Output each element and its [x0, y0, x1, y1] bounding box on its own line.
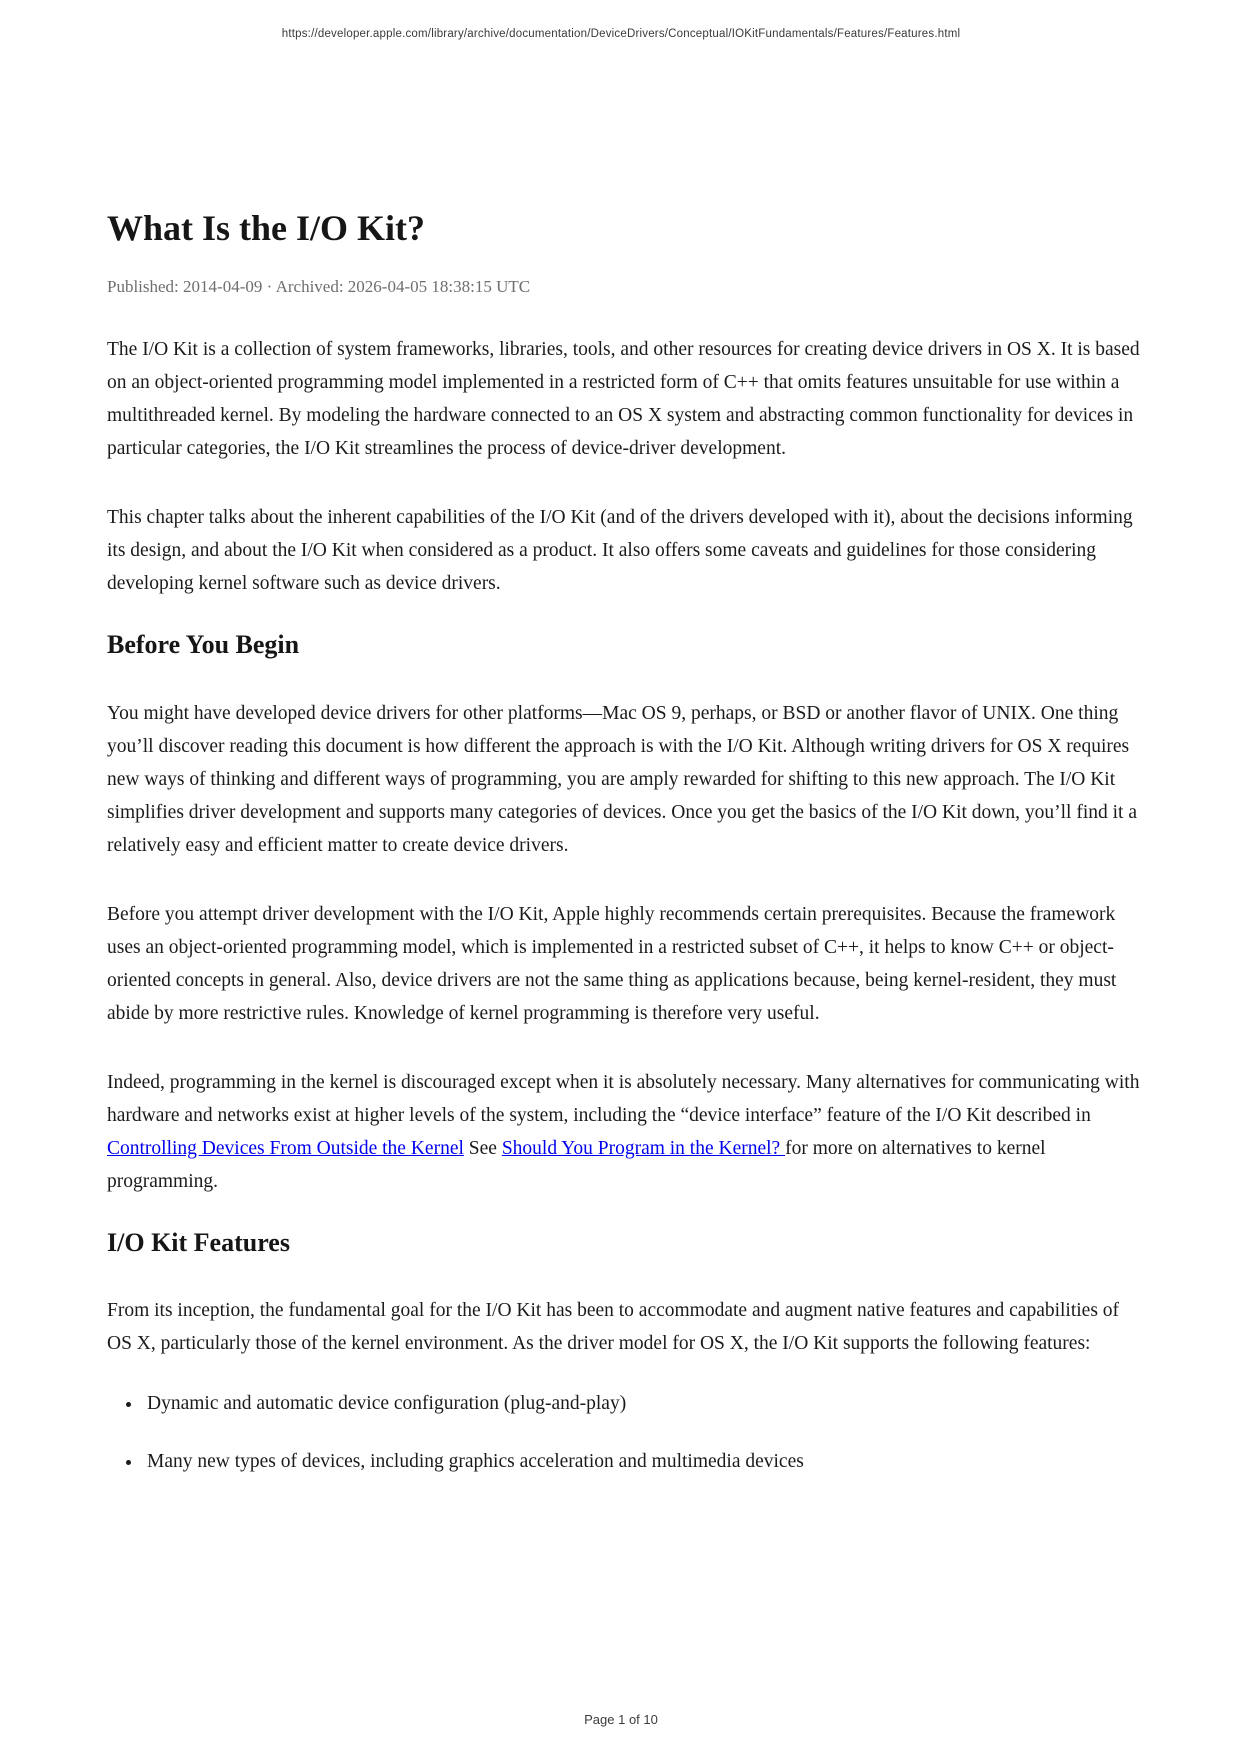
before-you-begin-paragraph-3: [107, 1066, 1142, 1198]
intro-paragraph-2: This chapter talks about the inherent capabilities of the I/O Kit (and of the drivers developed with it), about the decisions informing its design, and about the I/O Kit when considered as a product. It also offers some caveats and guidelines for those considering developing kernel software such as device drivers.: [107, 507, 1133, 595]
print-header-url: https://developer.apple.com/library/archive/documentation/DeviceDrivers/Conceptual/IOKitFundamentals/Features/Features.html: [281, 28, 961, 40]
section-heading-io-kit-features: I/O Kit Features: [107, 1227, 290, 1257]
feature-list-item: • Many new types of devices, including graphics acceleration and multimedia devices: [143, 1445, 1142, 1478]
section-heading-before-you-begin: Before You Begin: [107, 630, 300, 660]
intro-paragraph-1: The I/O Kit is a collection of system frameworks, libraries, tools, and other resources for creating device drivers in OS X. It is based on an object-oriented programming model implemented in a restricted form of C++ that omits features unsuitable for use within a multithreaded kernel. By modeling the hardware connected to an OS X system and abstracting common functionality for devices in particular categories, the I/O Kit streamlines the process of device-driver development.: [107, 339, 1140, 460]
before-you-begin-paragraph-1: You might have developed device drivers for other platforms—Mac OS 9, perhaps, or BSD or another flavor of UNIX. One thing you’ll discover reading this document is how different the approach is with the I/O Kit. Although writing drivers for OS X requires new ways of thinking and different ways of programming, you are amply rewarded for shifting to this new approach. The I/O Kit simplifies driver development and supports many categories of devices. Once you get the basics of the I/O Kit down, you’ll find it a relatively easy and efficient matter to create device drivers.: [107, 702, 1137, 856]
link-controlling-devices-from-outside-the-kernel[interactable]: Controlling Devices From Outside the Kernel: [107, 1137, 464, 1159]
link-should-you-program-in-the-kernel[interactable]: Should You Program in the Kernel?: [501, 1137, 786, 1159]
feature-list: [107, 1387, 1142, 1478]
page-title: What Is the I/O Kit?: [107, 208, 426, 248]
print-footer-page-number: Page 1 of 10: [584, 1712, 658, 1727]
published-archived-meta: Published: 2014-04-09 · Archived: 2026-04-05 18:38:15 UTC: [107, 277, 531, 297]
paragraph-text: Indeed, programming in the kernel is discouraged except when it is absolutely necessary. Many alternatives for communicating with hardware and networks exist at higher levels of the system, including the “device interface” feature of the I/O Kit described in: [107, 1071, 1140, 1126]
before-you-begin-paragraph-2: Before you attempt driver development with the I/O Kit, Apple highly recommends certain prerequisites. Because the framework uses an object-oriented programming model, which is implemented in a restricted subset of C++, it helps to know C++ or object-oriented concepts in general. Also, device drivers are not the same thing as applications because, being kernel-resident, they must abide by more restrictive rules. Knowledge of kernel programming is therefore very useful.: [107, 903, 1117, 1024]
paragraph-text: See: [463, 1137, 502, 1159]
paragraph-text: for more on alternatives to kernel programming.: [107, 1137, 1046, 1192]
io-kit-features-paragraph-1: From its inception, the fundamental goal for the I/O Kit has been to accommodate and augment native features and capabilities of OS X, particularly those of the kernel environment. As the driver model for OS X, the I/O Kit supports the following features:: [107, 1299, 1120, 1354]
feature-list-item: • Dynamic and automatic device configuration (plug-and-play): [143, 1387, 1142, 1420]
article-content: [107, 0, 1142, 1503]
